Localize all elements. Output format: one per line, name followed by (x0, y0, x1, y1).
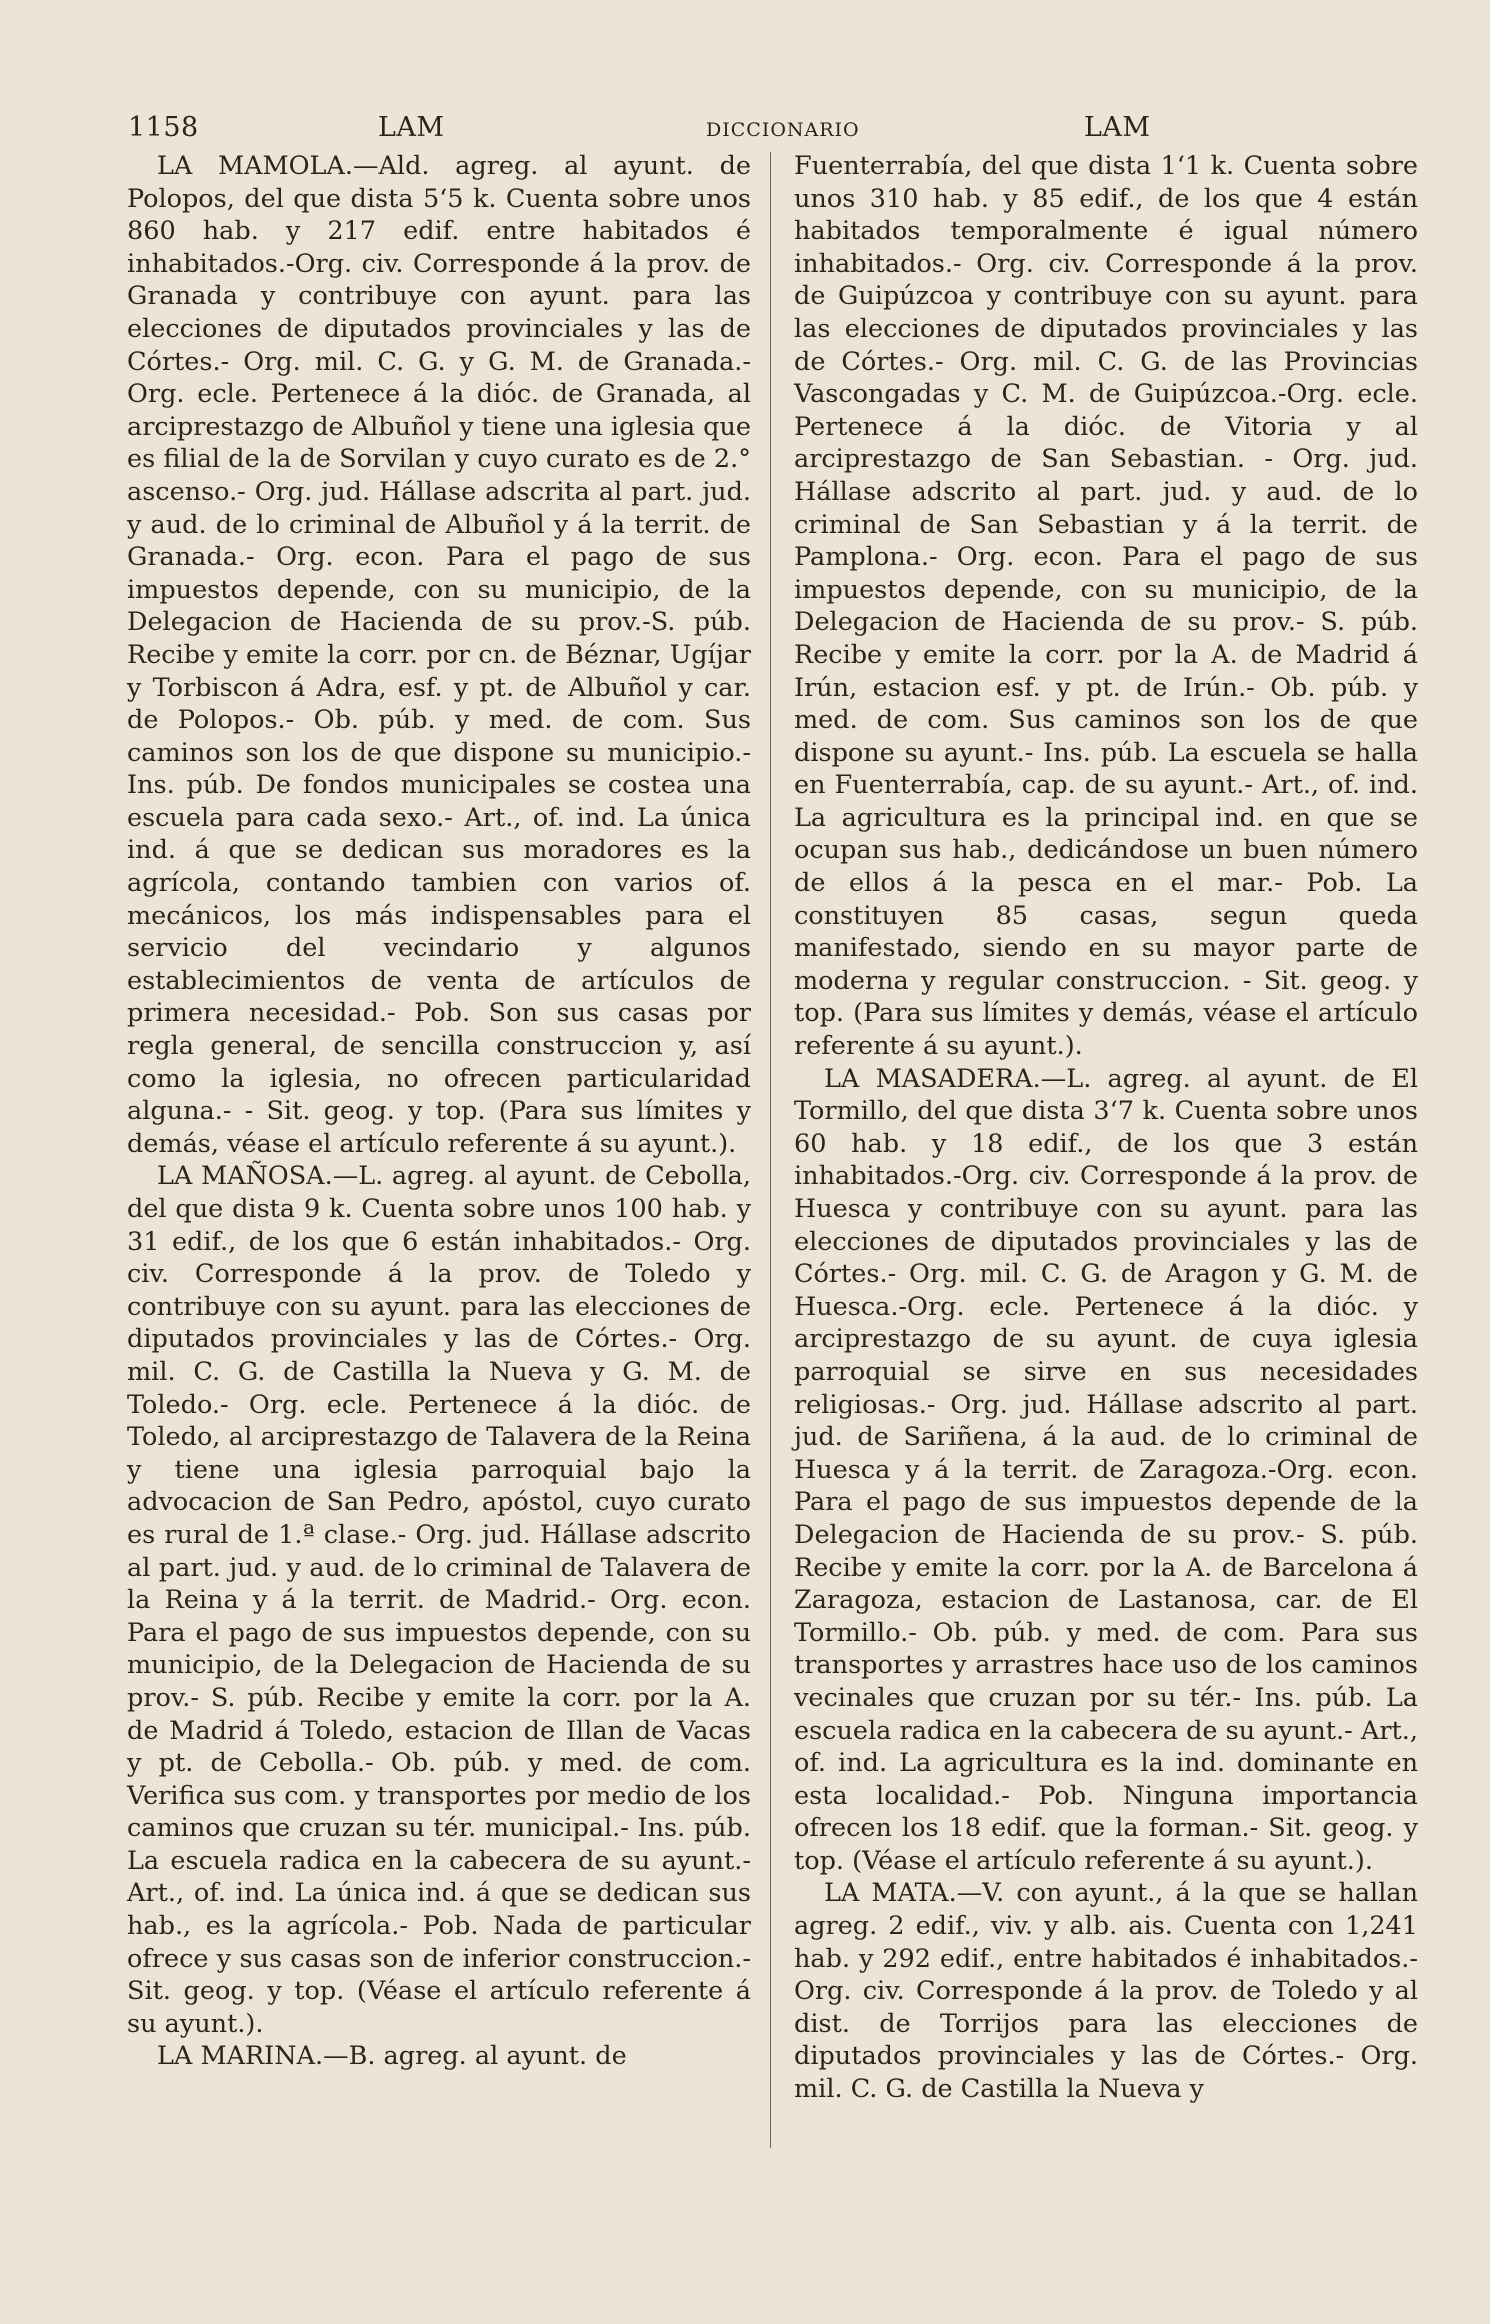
entry-la-mata: LA MATA.—V. con ayunt., á la que se hallan agreg. 2 edif., viv. y alb. ais. Cuenta con 1,241 hab. y 292 edif., entre habitados é inhabitados.-Org. civ. Corresponde á la prov. de Toledo y al dist. de Torrijos para las elecciones de diputados provinciales y las de Córtes.- Org. mil. C. G. de Castilla la Nueva y (794, 1878, 1418, 2105)
entry-la-masadera: LA MASADERA.—L. agreg. al ayunt. de El Tormillo, del que dista 3‘7 k. Cuenta sobre unos 60 hab. y 18 edif., de los que 3 están inhabitados.-Org. civ. Corresponde á la prov. de Huesca y contribuye con su ayunt. para las elecciones de diputados provinciales y las de Córtes.- Org. mil. C. G. de Aragon y G. M. de Huesca.-Org. ecle. Pertenece á la dióc. y arciprestazgo de su ayunt. de cuya iglesia parroquial se sirve en sus necesidades religiosas.- Org. jud. Hállase adscrito al part. jud. de Sariñena, á la aud. de lo criminal de Huesca y á la territ. de Zaragoza.-Org. econ. Para el pago de sus impuestos depende de la Delegacion de Hacienda de su prov.- S. púb. Recibe y emite la corr. por la A. de Barcelona á Zaragoza, estacion de Lastanosa, car. de El Tormillo.- Ob. púb. y med. de com. Para sus transportes y arrastres hace uso de los caminos vecinales que cruzan por su tér.- Ins. púb. La escuela radica en la cabecera de su ayunt.- Art., of. ind. La agricultura es la ind. dominante en esta localidad.- Pob. Ninguna importancia ofrecen los 18 edif. que la forman.- Sit. geog. y top. (Véase el artículo referente á su ayunt.). (794, 1063, 1418, 1876)
page-number: 1158 (128, 112, 199, 143)
page-header (128, 112, 1420, 152)
entry-la-marina-continued: Fuenterrabía, del que dista 1‘1 k. Cuenta sobre unos 310 hab. y 85 edif., de los que 4 están habitados temporalmente é igual número inhabitados.- Org. civ. Corresponde á la prov. de Guipúzcoa y contribuye con su ayunt. para las elecciones de diputados provinciales y las de Córtes.- Org. mil. C. G. de las Provincias Vascongadas y C. M. de Guipúzcoa.-Org. ecle. Pertenece á la dióc. de Vitoria y al arciprestazgo de San Sebastian. - Org. jud. Hállase adscrito al part. jud. y aud. de lo criminal de San Sebastian y á la territ. de Pamplona.- Org. econ. Para el pago de sus impuestos depende, con su municipio, de la Delegacion de Hacienda de su prov.- S. púb. Recibe y emite la corr. por la A. de Madrid á Irún, estacion esf. y pt. de Irún.- Ob. púb. y med. de com. Sus caminos son los de que dispone su ayunt.- Ins. púb. La escuela se halla en Fuenterrabía, cap. de su ayunt.- Art., of. ind. La agricultura es la principal ind. en que se ocupan sus hab., dedicándose un buen número de ellos á la pesca en el mar.- Pob. La constituyen 85 casas, segun queda manifestado, siendo en su mayor parte de moderna y regular construccion. - Sit. geog. y top. (Para sus límites y demás, véase el artículo referente á su ayunt.). (794, 151, 1418, 1062)
header-title: DICCIONARIO (706, 119, 860, 141)
header-keyword-left: LAM (378, 112, 445, 143)
entry-la-mamola: LA MAMOLA.—Ald. agreg. al ayunt. de Polopos, del que dista 5‘5 k. Cuenta sobre unos 860 hab. y 217 edif. entre habitados é inhabitados.-Org. civ. Corresponde á la prov. de Granada y contribuye con ayunt. para las elecciones de diputados provinciales y las de Córtes.- Org. mil. C. G. y G. M. de Granada.- Org. ecle. Pertenece á la dióc. de Granada, al arciprestazgo de Albuñol y tiene una iglesia que es filial de la de Sorvilan y cuyo curato es de 2.° ascenso.- Org. jud. Hállase adscrita al part. jud. y aud. de lo criminal de Albuñol y á la territ. de Granada.- Org. econ. Para el pago de sus impuestos depende, con su municipio, de la Delegacion de Hacienda de su prov.-S. púb. Recibe y emite la corr. por cn. de Béznar, Ugíjar y Torbiscon á Adra, esf. y pt. de Albuñol y car. de Polopos.- Ob. púb. y med. de com. Sus caminos son los de que dispone su municipio.- Ins. púb. De fondos municipales se costea una escuela para cada sexo.- Art., of. ind. La única ind. á que se dedican sus moradores es la agrícola, contando tambien con varios of. mecánicos, los más indispensables para el servicio del vecindario y algunos establecimientos de venta de artículos de primera necesidad.- Pob. Son sus casas por regla general, de sencilla construccion y, así como la iglesia, no ofrecen particularidad alguna.- - Sit. geog. y top. (Para sus límites y demás, véase el artículo referente á su ayunt.). (127, 151, 751, 1159)
entry-la-marina: LA MARINA.—B. agreg. al ayunt. de (157, 2041, 627, 2072)
right-column (794, 150, 1418, 2106)
left-column (127, 150, 751, 2073)
column-divider (770, 152, 771, 2148)
header-keyword-right: LAM (1084, 112, 1151, 143)
entry-la-manosa: LA MAÑOSA.—L. agreg. al ayunt. de Cebolla, del que dista 9 k. Cuenta sobre unos 100 hab. y 31 edif., de los que 6 están inhabitados.- Org. civ. Corresponde á la prov. de Toledo y contribuye con su ayunt. para las elecciones de diputados provinciales y las de Córtes.- Org. mil. C. G. de Castilla la Nueva y G. M. de Toledo.- Org. ecle. Pertenece á la dióc. de Toledo, al arciprestazgo de Talavera de la Reina y tiene una iglesia parroquial bajo la advocacion de San Pedro, apóstol, cuyo curato es rural de 1.ª clase.- Org. jud. Hállase adscrito al part. jud. y aud. de lo criminal de Talavera de la Reina y á la territ. de Madrid.- Org. econ. Para el pago de sus impuestos depende, con su municipio, de la Delegacion de Hacienda de su prov.- S. púb. Recibe y emite la corr. por la A. de Madrid á Toledo, estacion de Illan de Vacas y pt. de Cebolla.- Ob. púb. y med. de com. Verifica sus com. y transportes por medio de los caminos que cruzan su tér. municipal.- Ins. púb. La escuela radica en la cabecera de su ayunt.- Art., of. ind. La única ind. á que se dedican sus hab., es la agrícola.- Pob. Nada de particular ofrece y sus casas son de inferior construccion.- Sit. geog. y top. (Véase el artículo referente á su ayunt.). (127, 1161, 751, 2039)
